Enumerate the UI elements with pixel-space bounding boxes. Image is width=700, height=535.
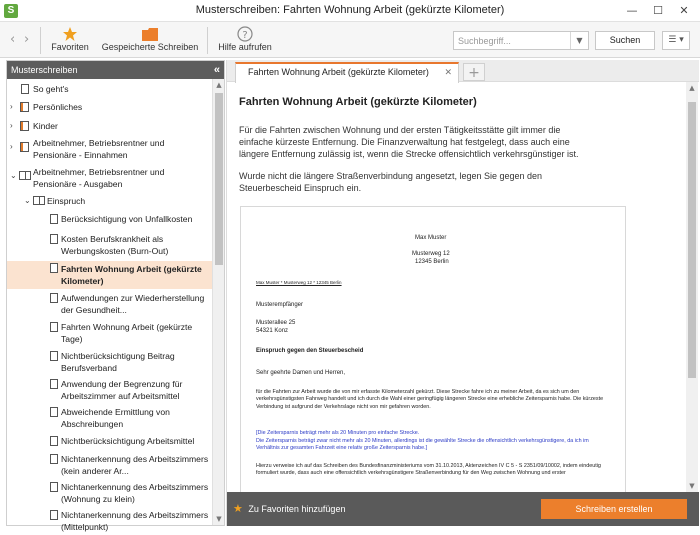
scroll-down-icon[interactable]: ▼ xyxy=(689,482,695,490)
search-button[interactable]: Suchen xyxy=(595,31,655,50)
tree-item[interactable]: Nichtanerkennung des Arbeitszimmers (Mittelpunkt) xyxy=(7,509,213,535)
bottom-bar xyxy=(227,492,699,526)
tree-item-selected[interactable]: Fahrten Wohnung Arbeit (gekürzte Kilometer) xyxy=(7,261,213,289)
book-icon xyxy=(20,102,29,112)
create-letter-button[interactable]: Schreiben erstellen xyxy=(541,499,687,519)
folder-icon xyxy=(100,25,200,42)
tree-item[interactable]: ⌄ Arbeitnehmer, Betriebsrentner und Pensionäre - Ausgaben xyxy=(10,167,165,189)
book-icon xyxy=(20,121,29,131)
help-label: Hilfe aufrufen xyxy=(218,42,272,52)
expand-arrow-icon[interactable]: › xyxy=(10,142,13,151)
tree-item[interactable]: › Arbeitnehmer, Betriebsrentner und Pensionäre - Einnahmen xyxy=(10,138,165,160)
scroll-thumb[interactable] xyxy=(215,93,223,265)
collapse-arrow-icon[interactable]: ⌄ xyxy=(24,196,31,205)
recipient-name: Musterempfänger xyxy=(256,302,304,308)
letter-option-2: Die Zeitersparnis beträgt zwar nicht mehr als 20 Minuten, allerdings ist die gewählte Strecke die offensichtlich verkehrsgünstigere, da ich im Verhältnis zur gesamten Fahrzeit eine relativ große Zeitersparnis habe.] xyxy=(256,438,589,452)
document-icon xyxy=(50,351,58,361)
document-paragraph: Wurde nicht die längere Straßenverbindung angesetzt, legen Sie gegen den Steuerbescheid Einspruch ein. xyxy=(239,171,543,193)
open-book-icon xyxy=(33,196,45,205)
maximize-button[interactable]: ☐ xyxy=(653,4,663,17)
close-tab-icon[interactable]: ✕ xyxy=(444,67,452,77)
letter-body: Hierzu verweise ich auf das Schreiben des Bundesfinanzministeriums vom 31.10.2013, Aktenzeichen IV C 5 - S 2351/09/10002, indem eindeutig formuliert wurde, dass auch eine offensichtlich verkehrsgünstigere Straßenverbindung für den Weg zwischen Wohnung und erster xyxy=(256,463,601,477)
collapse-sidebar-icon[interactable]: « xyxy=(213,64,220,76)
tree-view xyxy=(7,79,213,532)
tree-item[interactable]: › Kinder xyxy=(10,121,58,131)
open-book-icon xyxy=(19,171,31,180)
document-icon xyxy=(50,454,58,464)
favoriten-label: Favoriten xyxy=(51,42,89,52)
tree-item[interactable]: Abweichende Ermittlung von Abschreibungen xyxy=(7,406,213,432)
scroll-thumb[interactable] xyxy=(688,102,696,378)
document-icon xyxy=(50,322,58,332)
hamburger-icon: ☰ ▾ xyxy=(668,35,684,45)
document-title: Fahrten Wohnung Arbeit (gekürzte Kilometer) xyxy=(239,96,477,108)
tab-label: Fahrten Wohnung Arbeit (gekürzte Kilometer) xyxy=(248,67,429,77)
tree-item[interactable]: ⌄ Einspruch xyxy=(24,196,86,206)
search-box xyxy=(453,31,589,50)
sidebar-header xyxy=(7,61,224,79)
sender-street: Musterweg 12 xyxy=(412,251,450,257)
content-scrollbar[interactable] xyxy=(686,82,698,492)
document-icon xyxy=(50,436,58,446)
search-input[interactable] xyxy=(454,32,570,49)
document-icon xyxy=(50,234,58,244)
letter-salutation: Sehr geehrte Damen und Herren, xyxy=(256,370,346,376)
document-paragraph: Für die Fahrten zwischen Wohnung und der ersten Tätigkeitsstätte gilt immer die einfache kürzeste Entfernung. Die Finanzverwaltung hat festgelegt, dass auch eine längere Entfernung zulässig ist, wenn die Strecke offensichtlich verkehrsgünstiger ist. xyxy=(239,125,579,159)
star-icon xyxy=(48,25,92,42)
menu-button[interactable] xyxy=(662,31,690,50)
collapse-arrow-icon[interactable]: ⌄ xyxy=(10,171,17,180)
toolbar-separator xyxy=(207,27,208,54)
expand-arrow-icon[interactable]: › xyxy=(10,121,13,130)
minimize-button[interactable]: — xyxy=(626,4,638,17)
letter-body: für die Fahrten zur Arbeit wurde die von mir erfasste Kilometerzahl gekürzt. Diese Strecke fahre ich zu meiner Arbeit, da es sich um den verkehrsgünstigsten Fahrweg handelt und ich durch die Wahl einer geringfügig längeren Strecke eine erhebliche Zeitersparnis habe. Die kürzeste Verbindung ist aufgrund der Verkehrslage nicht von mir gefahren worden. xyxy=(256,389,604,410)
sender-return-line: Max Muster * Musterweg 12 * 12345 Berlin xyxy=(256,280,342,285)
tree-item[interactable]: Nichtanerkennung des Arbeitszimmers (Wohnung zu klein) xyxy=(7,481,213,507)
document-icon xyxy=(21,84,29,94)
tree-item[interactable]: Berücksichtigung von Unfallkosten xyxy=(7,213,213,227)
back-arrow-icon[interactable]: ‹ xyxy=(10,32,16,47)
letter-subject: Einspruch gegen den Steuerbescheid xyxy=(256,348,364,354)
document-icon xyxy=(50,293,58,303)
add-tab-button[interactable]: + xyxy=(463,63,485,81)
add-favorite-label: Zu Favoriten hinzufügen xyxy=(248,504,346,514)
forward-arrow-icon[interactable]: › xyxy=(24,32,30,47)
saved-letters-button[interactable] xyxy=(100,25,200,52)
content-panel xyxy=(226,60,698,526)
chevron-down-icon[interactable]: ▼ xyxy=(570,32,588,49)
document-area xyxy=(227,82,687,492)
add-favorite-button[interactable] xyxy=(233,502,345,515)
scroll-up-icon[interactable]: ▲ xyxy=(689,84,695,92)
tree-item[interactable]: Anwendung der Begrenzung für Arbeitszimmer auf Arbeitsmittel xyxy=(7,378,213,404)
scroll-down-icon[interactable]: ▼ xyxy=(216,515,222,523)
app-icon: S xyxy=(4,4,18,18)
letter-option-1: [Die Zeitersparnis beträgt mehr als 20 Minuten pro einfache Strecke. xyxy=(256,430,420,436)
help-button[interactable] xyxy=(214,25,276,52)
favoriten-button[interactable] xyxy=(48,25,92,52)
tree-item[interactable]: Nichtberücksichtigung Arbeitsmittel xyxy=(7,435,213,449)
tree-item[interactable]: Nichtberücksichtigung Beitrag Berufsverband xyxy=(7,350,213,376)
tree-item[interactable]: Kosten Berufskrankheit als Werbungskosten (Burn-Out) xyxy=(7,233,213,259)
tree-item[interactable]: › Persönliches xyxy=(10,102,83,112)
document-icon xyxy=(50,482,58,492)
document-icon xyxy=(50,407,58,417)
sidebar-scrollbar[interactable] xyxy=(212,79,224,525)
tree-item[interactable]: Aufwendungen zur Wiederherstellung der Gesundheit... xyxy=(7,292,213,318)
book-icon xyxy=(20,142,29,152)
recipient-city: 54321 Konz xyxy=(256,328,289,334)
tab-bar xyxy=(227,60,699,82)
saved-letters-label: Gespeicherte Schreiben xyxy=(101,42,199,52)
document-icon xyxy=(50,510,58,520)
sender-name: Max Muster xyxy=(415,235,447,241)
toolbar-separator xyxy=(40,27,41,54)
sidebar-title: Musterschreiben xyxy=(11,65,78,75)
document-icon xyxy=(50,214,58,224)
help-icon xyxy=(214,25,276,42)
document-icon xyxy=(50,263,58,273)
sidebar xyxy=(6,60,225,532)
sender-city: 12345 Berlin xyxy=(415,259,449,265)
tree-item[interactable]: Nichtanerkennung des Arbeitszimmers (kein anderer Ar... xyxy=(7,453,213,479)
tree-item[interactable]: Fahrten Wohnung Arbeit (gekürzte Tage) xyxy=(7,321,213,347)
letter-preview xyxy=(240,206,626,506)
tree-item[interactable]: So geht's xyxy=(7,83,213,97)
expand-arrow-icon[interactable]: › xyxy=(10,102,13,111)
tab-active[interactable] xyxy=(235,62,459,83)
toolbar xyxy=(0,22,700,58)
title-bar xyxy=(0,0,700,22)
close-window-button[interactable]: ✕ xyxy=(679,4,689,17)
star-icon: ★ xyxy=(233,503,243,515)
window-title: Musterschreiben: Fahrten Wohnung Arbeit (gekürzte Kilometer) xyxy=(195,4,505,16)
scroll-up-icon[interactable]: ▲ xyxy=(216,81,222,89)
svg-text:?: ? xyxy=(242,30,248,41)
recipient-street: Musterallee 25 xyxy=(256,320,296,326)
document-icon xyxy=(50,379,58,389)
